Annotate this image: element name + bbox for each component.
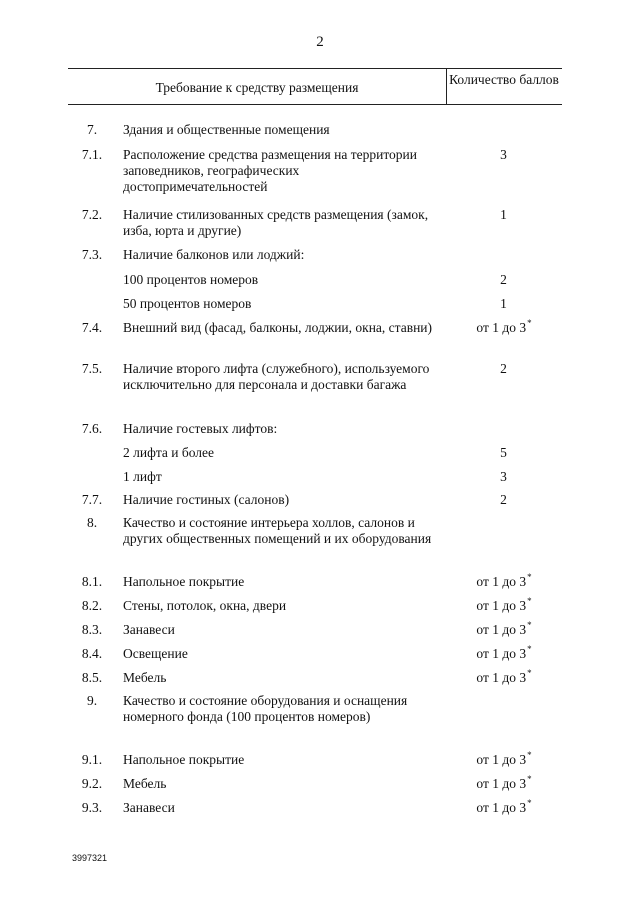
footnote-marker: * bbox=[527, 668, 532, 678]
header-requirement: Требование к средству размещения bbox=[155, 80, 359, 95]
row-score bbox=[446, 469, 562, 485]
row-score bbox=[446, 147, 562, 163]
footnote-marker: * bbox=[527, 774, 532, 784]
row-requirement: Здания и общественные помещения bbox=[123, 122, 330, 137]
page-number: 2 bbox=[316, 34, 324, 50]
row-number: 7.1. bbox=[81, 147, 103, 162]
row-number: 7.5. bbox=[81, 361, 103, 376]
row-number: 7.6. bbox=[81, 421, 103, 436]
row-number: 8.3. bbox=[81, 622, 103, 637]
row-score-value: 1 bbox=[500, 296, 507, 311]
row-score-value: 2 bbox=[500, 492, 507, 507]
row-score-value: от 1 до 3 bbox=[476, 752, 527, 767]
row-requirement: 100 процентов номеров bbox=[123, 272, 259, 287]
row-requirement: Наличие стилизованных средств размещения (замок, изба, юрта и другие) bbox=[123, 207, 429, 238]
row-score bbox=[446, 122, 562, 138]
row-score-value: от 1 до 3 bbox=[476, 598, 527, 613]
row-requirement: Занавеси bbox=[123, 800, 175, 815]
row-score-value: 5 bbox=[500, 445, 507, 460]
row-requirement: Наличие гостевых лифтов: bbox=[123, 421, 278, 436]
row-number: 9.3. bbox=[81, 800, 103, 815]
footnote-marker: * bbox=[527, 572, 532, 582]
row-score-value: от 1 до 3 bbox=[476, 574, 527, 589]
row-number: 8.5. bbox=[81, 670, 103, 685]
row-score bbox=[446, 272, 562, 288]
row-score-value: 1 bbox=[500, 207, 507, 222]
row-score-value: 2 bbox=[500, 272, 507, 287]
row-score bbox=[446, 361, 562, 377]
row-number: 7.7. bbox=[81, 492, 103, 507]
row-score bbox=[446, 598, 562, 614]
row-requirement: 1 лифт bbox=[123, 469, 162, 484]
footnote-marker: * bbox=[527, 798, 532, 808]
row-number: 7.3. bbox=[81, 247, 103, 262]
footnote-marker: * bbox=[527, 318, 532, 328]
row-score-value: от 1 до 3 bbox=[476, 670, 527, 685]
footnote-marker: * bbox=[527, 644, 532, 654]
row-score bbox=[446, 207, 562, 223]
row-score bbox=[446, 574, 562, 590]
row-requirement: Стены, потолок, окна, двери bbox=[123, 598, 287, 613]
row-score bbox=[446, 492, 562, 508]
row-score-value: от 1 до 3 bbox=[476, 646, 527, 661]
header-top-rule bbox=[68, 68, 562, 69]
row-score bbox=[446, 646, 562, 662]
row-score-value: от 1 до 3 bbox=[476, 776, 527, 791]
row-number: 8. bbox=[86, 515, 98, 530]
row-score-value: от 1 до 3 bbox=[476, 622, 527, 637]
footnote-marker: * bbox=[527, 750, 532, 760]
row-requirement: Занавеси bbox=[123, 622, 175, 637]
header-score: Количество баллов bbox=[449, 72, 559, 87]
row-requirement: Внешний вид (фасад, балконы, лоджии, окна, ставни) bbox=[123, 320, 433, 335]
row-score bbox=[446, 800, 562, 816]
row-score bbox=[446, 445, 562, 461]
row-requirement: Наличие балконов или лоджий: bbox=[123, 247, 305, 262]
row-requirement: Наличие второго лифта (служебного), используемого исключительно для персонала и доставки багажа bbox=[123, 361, 430, 392]
row-requirement: Качество и состояние оборудования и оснащения номерного фонда (100 процентов номеров) bbox=[123, 693, 408, 724]
row-score bbox=[446, 752, 562, 768]
row-requirement: Качество и состояние интерьера холлов, салонов и других общественных помещений и их оборудования bbox=[123, 515, 432, 546]
row-requirement: Мебель bbox=[123, 670, 167, 685]
row-number: 7.4. bbox=[81, 320, 103, 335]
row-score-value: от 1 до 3 bbox=[476, 800, 527, 815]
row-score-value: 3 bbox=[500, 469, 507, 484]
row-number: 9.2. bbox=[81, 776, 103, 791]
row-number: 8.1. bbox=[81, 574, 103, 589]
row-requirement: 50 процентов номеров bbox=[123, 296, 252, 311]
row-score bbox=[446, 296, 562, 312]
row-score bbox=[446, 515, 562, 531]
row-number: 8.2. bbox=[81, 598, 103, 613]
row-requirement: Наличие гостиных (салонов) bbox=[123, 492, 290, 507]
row-number: 7.2. bbox=[81, 207, 103, 222]
row-requirement: 2 лифта и более bbox=[123, 445, 215, 460]
row-score bbox=[446, 776, 562, 792]
document-code: 3997321 bbox=[72, 853, 108, 863]
row-requirement: Освещение bbox=[123, 646, 188, 661]
row-score bbox=[446, 320, 562, 336]
row-score-value: от 1 до 3 bbox=[476, 320, 527, 335]
row-requirement: Напольное покрытие bbox=[123, 752, 245, 767]
row-score bbox=[446, 693, 562, 709]
row-score bbox=[446, 247, 562, 263]
row-requirement: Напольное покрытие bbox=[123, 574, 245, 589]
row-score-value: 3 bbox=[500, 147, 507, 162]
row-number: 9. bbox=[86, 693, 98, 708]
row-requirement: Мебель bbox=[123, 776, 167, 791]
footnote-marker: * bbox=[527, 596, 532, 606]
row-number: 7. bbox=[86, 122, 98, 137]
row-score-value: 2 bbox=[500, 361, 507, 376]
row-score bbox=[446, 670, 562, 686]
row-score bbox=[446, 421, 562, 437]
row-score bbox=[446, 622, 562, 638]
footnote-marker: * bbox=[527, 620, 532, 630]
row-number: 8.4. bbox=[81, 646, 103, 661]
row-requirement: Расположение средства размещения на территории заповедников, географических достопримечательностей bbox=[123, 147, 417, 194]
row-number: 9.1. bbox=[81, 752, 103, 767]
header-bottom-rule bbox=[68, 104, 562, 105]
